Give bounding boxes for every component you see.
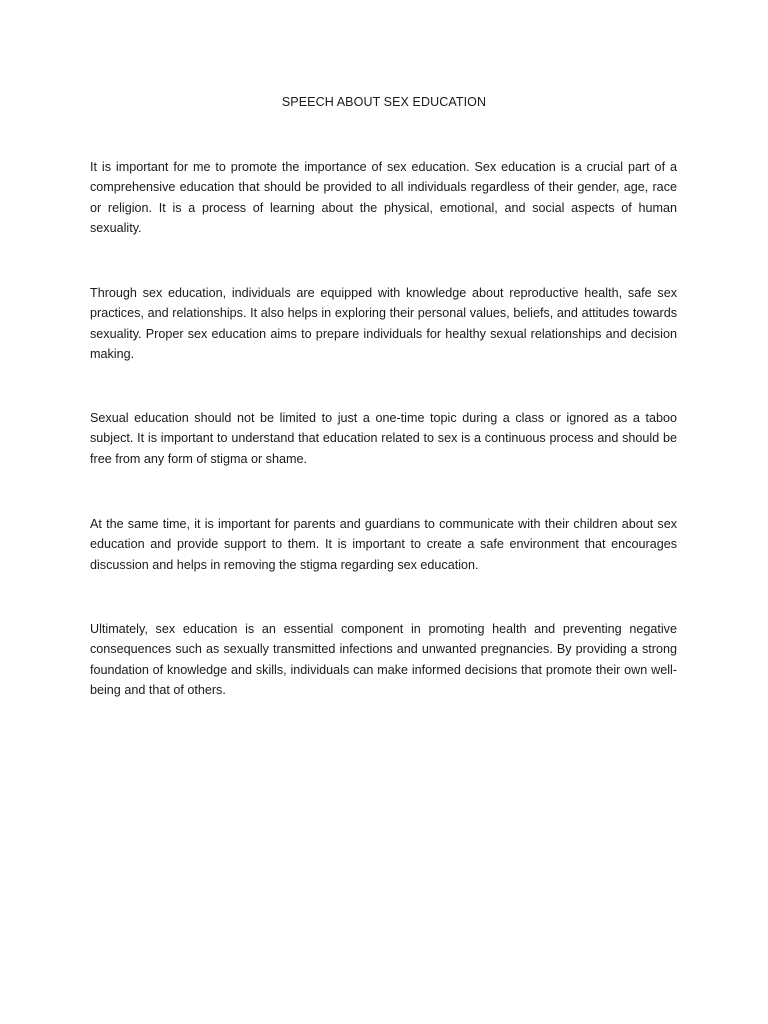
paragraph-5: Ultimately, sex education is an essential component in promoting health and preventing negative consequences such as sexually transmitted infections and unwanted pregnancies. By providing a strong foundation of knowledge and skills, individuals can make informed decisions that promote their own well-being and that of others.	[90, 622, 677, 697]
paragraph-1: It is important for me to promote the importance of sex education. Sex education is a crucial part of a comprehensive education that should be provided to all individuals regardless of their gender, age, race or religion. It is a process of learning about the physical, emotional, and social aspects of human sexuality.	[90, 160, 677, 235]
document-title: SPEECH ABOUT SEX EDUCATION	[281, 95, 487, 109]
paragraph-2: Through sex education, individuals are equipped with knowledge about reproductive health, safe sex practices, and relationships. It also helps in exploring their personal values, beliefs, and attitudes towards sexuality. Proper sex education aims to prepare individuals for healthy sexual relationships and decision making.	[90, 286, 677, 361]
paragraph-4: At the same time, it is important for parents and guardians to communicate with their children about sex education and provide support to them. It is important to create a safe environment that encourages discussion and helps in removing the stigma regarding sex education.	[90, 517, 677, 572]
paragraph-3: Sexual education should not be limited to just a one-time topic during a class or ignored as a taboo subject. It is important to understand that education related to sex is a continuous process and should be free from any form of stigma or shame.	[90, 411, 677, 466]
